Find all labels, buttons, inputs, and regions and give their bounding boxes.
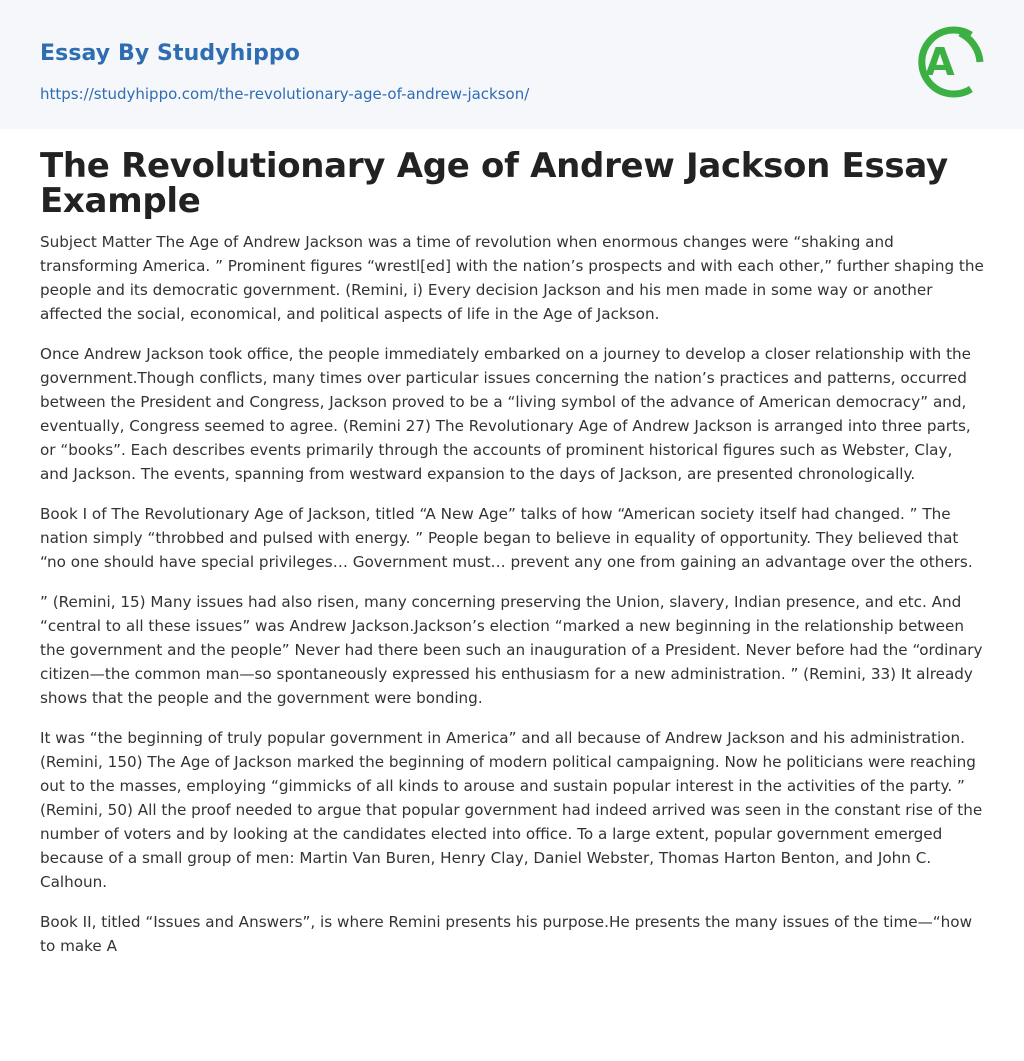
article-paragraph: Subject Matter The Age of Andrew Jackson was a time of revolution when enormous changes were “shaking and transforming America. ” Prominent figures “wrestl[ed] with the nation’s prospects and with each other,” further shaping the people and its democratic government. (Remini, i) Every decision Jackson and his men made in some way or another affected the social, economical, and political aspects of life in the Age of Jackson.	[40, 233, 984, 323]
article-paragraph: ” (Remini, 15) Many issues had also risen, many concerning preserving the Union, slavery, Indian presence, and etc. And “central to all these issues” was Andrew Jackson.Jackson’s election “marked a new beginning in the relationship between the government and the people” Never had there been such an inauguration of a President. Never before had the “ordinary citizen—the common man—so spontaneously expressed his enthusiasm for a new administration. ” (Remini, 33) It already shows that the people and the government were bonding.	[40, 593, 983, 707]
source-url-link[interactable]: https://studyhippo.com/the-revolutionary-age-of-andrew-jackson/	[40, 85, 530, 103]
logo-letter: A	[925, 40, 955, 84]
site-brand[interactable]: Essay By Studyhippo	[40, 41, 300, 66]
site-header	[0, 0, 1024, 129]
article-paragraph: Book I of The Revolutionary Age of Jackson, titled “A New Age” talks of how “American society itself had changed. ” The nation simply “throbbed and pulsed with energy. ” People began to believe in equality of opportunity. They believed that “no one should have special privileges… Government must… prevent any one from gaining an advantage over the others.	[40, 505, 973, 571]
article-paragraph: Book II, titled “Issues and Answers”, is where Remini presents his purpose.He presents the many issues of the time—“how to make A	[40, 913, 973, 955]
article	[0, 129, 1024, 958]
article-title: The Revolutionary Age of Andrew Jackson Essay Example	[40, 146, 948, 221]
article-paragraph: Once Andrew Jackson took office, the people immediately embarked on a journey to develop a closer relationship with the government.Though conflicts, many times over particular issues concerning the nation’s practices and patterns, occurred between the President and Congress, Jackson proved to be a “living symbol of the advance of American democracy” and, eventually, Congress seemed to agree. (Remini 27) The Revolutionary Age of Andrew Jackson is arranged into three parts, or “books”. Each describes events primarily through the accounts of prominent historical figures such as Webster, Clay, and Jackson. The events, spanning from westward expansion to the days of Jackson, are presented chronologically.	[40, 345, 971, 483]
article-paragraph: It was “the beginning of truly popular government in America” and all because of Andrew Jackson and his administration. (Remini, 150) The Age of Jackson marked the beginning of modern political campaigning. Now he politicians were reaching out to the masses, employing “gimmicks of all kinds to arouse and sustain popular interest in the activities of the party. ” (Remini, 50) All the proof needed to argue that popular government had indeed arrived was seen in the constant rise of the number of voters and by looking at the candidates elected into office. To a large extent, popular government emerged because of a small group of men: Martin Van Buren, Henry Clay, Daniel Webster, Thomas Harton Benton, and John C. Calhoun.	[40, 729, 983, 891]
studyhippo-logo-icon[interactable]	[913, 19, 985, 105]
